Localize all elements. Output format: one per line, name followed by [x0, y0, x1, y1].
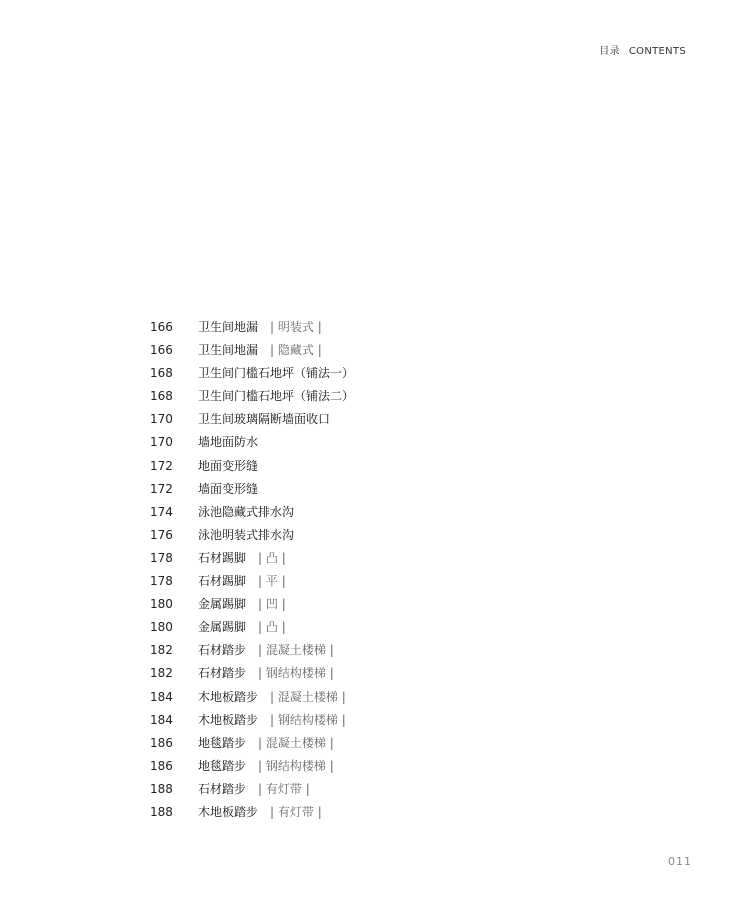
- toc-entry-subtype: | 钢结构楼梯 |: [270, 712, 346, 727]
- toc-entry-title: 石材踏步: [198, 666, 247, 681]
- toc-entry-title: 卫生间门槛石地坪（铺法二）: [198, 389, 355, 404]
- toc-entry[interactable]: [150, 756, 354, 779]
- toc-entry-subtype: | 混凝土楼梯 |: [270, 689, 346, 704]
- toc-entry-title: 地毯踏步: [198, 758, 247, 773]
- toc-page-number: 186: [150, 758, 173, 773]
- toc-entry-subtype: | 混凝土楼梯 |: [258, 643, 334, 658]
- toc-entry-title: 木地板踏步: [198, 689, 259, 704]
- toc-page-number: 172: [150, 481, 173, 496]
- toc-entry-title: 石材踏步: [198, 643, 247, 658]
- toc-entry-title: 卫生间门槛石地坪（铺法一）: [198, 366, 355, 381]
- toc-page-number: 182: [150, 643, 173, 658]
- toc-page-number: 174: [150, 504, 173, 519]
- toc-entry-subtype: | 隐藏式 |: [270, 343, 322, 358]
- toc-entry[interactable]: [150, 571, 354, 594]
- toc-page-number: 180: [150, 620, 173, 635]
- toc-entry[interactable]: [150, 525, 354, 548]
- toc-entry-title: 地面变形缝: [198, 458, 259, 473]
- toc-entry[interactable]: [150, 802, 354, 825]
- toc-entry-title: 木地板踏步: [198, 804, 259, 819]
- contents-header: [599, 42, 686, 57]
- toc-entry-subtype: | 混凝土楼梯 |: [258, 735, 334, 750]
- toc-entry-title: 墙面变形缝: [198, 481, 259, 496]
- toc-page-number: 184: [150, 689, 173, 704]
- toc-page-number: 166: [150, 320, 173, 334]
- toc-entry[interactable]: [150, 548, 354, 571]
- toc-entry[interactable]: [150, 479, 354, 502]
- toc-entry[interactable]: [150, 317, 354, 340]
- toc-page-number: 170: [150, 412, 173, 427]
- toc-entry-subtype: | 钢结构楼梯 |: [258, 758, 334, 773]
- toc-entry[interactable]: [150, 386, 354, 409]
- toc-entry-subtype: | 平 |: [258, 574, 286, 589]
- toc-entry[interactable]: [150, 779, 354, 802]
- toc-entry-title: 墙地面防水: [198, 435, 259, 450]
- toc-entry[interactable]: [150, 340, 354, 363]
- toc-page-number: 180: [150, 597, 173, 612]
- toc-entry-title: 泳池隐藏式排水沟: [198, 504, 295, 519]
- toc-entry[interactable]: [150, 409, 354, 432]
- toc-entry-subtype: | 钢结构楼梯 |: [258, 666, 334, 681]
- toc-page-number: 166: [150, 343, 173, 358]
- toc-entry[interactable]: [150, 432, 354, 455]
- toc-page-number: 186: [150, 735, 173, 750]
- toc-page-number: 168: [150, 366, 173, 381]
- page-number: 011: [668, 855, 692, 868]
- toc-entry-subtype: | 明装式 |: [270, 320, 322, 334]
- toc-entry[interactable]: [150, 594, 354, 617]
- toc-entry-title: 地毯踏步: [198, 735, 247, 750]
- toc-entry[interactable]: [150, 733, 354, 756]
- toc-entry[interactable]: [150, 456, 354, 479]
- toc-entry-subtype: | 凸 |: [258, 550, 286, 565]
- toc-entry-title: 金属踢脚: [198, 620, 247, 635]
- toc-entry-subtype: | 有灯带 |: [258, 781, 310, 796]
- toc-entry-subtype: | 有灯带 |: [270, 804, 322, 819]
- toc-entry-title: 石材踢脚: [198, 550, 247, 565]
- contents-title-en: CONTENTS: [628, 46, 686, 57]
- toc-page-number: 170: [150, 435, 173, 450]
- toc-entry[interactable]: [150, 663, 354, 686]
- toc-entry-title: 木地板踏步: [198, 712, 259, 727]
- toc-page-number: 176: [150, 527, 173, 542]
- toc-entry-title: 石材踢脚: [198, 574, 247, 589]
- toc-entry-subtype: | 凹 |: [258, 597, 286, 612]
- toc-entry-title: 卫生间地漏: [198, 343, 259, 358]
- toc-page-number: 188: [150, 804, 173, 819]
- toc-page-number: 168: [150, 389, 173, 404]
- toc-entry[interactable]: [150, 640, 354, 663]
- toc-entry[interactable]: [150, 687, 354, 710]
- toc-entry-subtype: | 凸 |: [258, 620, 286, 635]
- toc-entry-title: 卫生间地漏: [198, 320, 259, 334]
- toc-page-number: 182: [150, 666, 173, 681]
- toc-entry[interactable]: [150, 363, 354, 386]
- toc-entry[interactable]: [150, 710, 354, 733]
- contents-title-cn: 目录: [599, 46, 620, 57]
- toc-entry[interactable]: [150, 502, 354, 525]
- toc-entry[interactable]: [150, 617, 354, 640]
- toc-page-number: 178: [150, 574, 173, 589]
- toc-entry-title: 卫生间玻璃隔断墙面收口: [198, 412, 331, 427]
- table-of-contents: [150, 317, 354, 825]
- toc-entry-title: 石材踏步: [198, 781, 247, 796]
- toc-entry-title: 金属踢脚: [198, 597, 247, 612]
- toc-page-number: 188: [150, 781, 173, 796]
- toc-page-number: 172: [150, 458, 173, 473]
- toc-page-number: 178: [150, 550, 173, 565]
- toc-entry-title: 泳池明装式排水沟: [198, 527, 295, 542]
- toc-page-number: 184: [150, 712, 173, 727]
